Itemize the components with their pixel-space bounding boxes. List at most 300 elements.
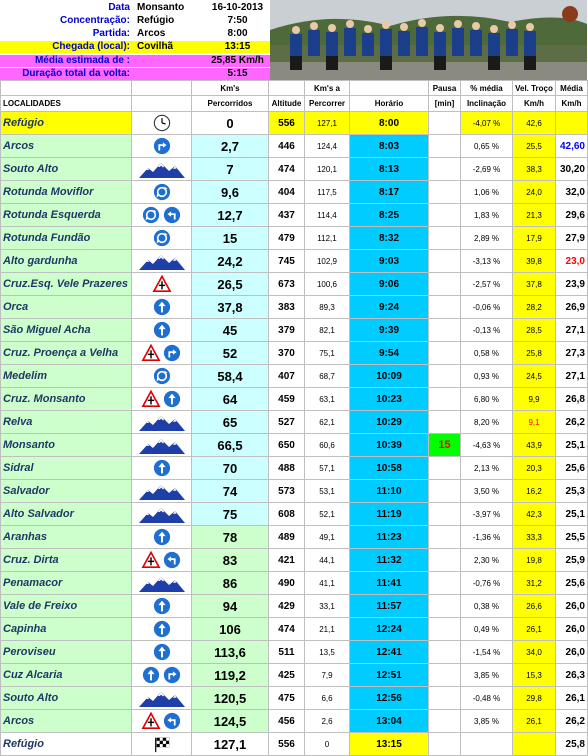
header-value-secondary: 16-10-2013 bbox=[211, 2, 264, 13]
col-horario: Horário bbox=[350, 96, 429, 112]
cell-km-percorrer: 124,4 bbox=[305, 135, 350, 158]
straight-ahead-icon bbox=[153, 597, 171, 615]
cell-media: 26,0 bbox=[556, 595, 588, 618]
cell-km-percorridos: 12,7 bbox=[192, 204, 269, 227]
col-signal bbox=[132, 96, 192, 112]
table-row bbox=[1, 434, 588, 457]
cell-km-percorridos: 64 bbox=[192, 388, 269, 411]
cell-km-percorrer: 7,9 bbox=[305, 664, 350, 687]
cell-altitude: 421 bbox=[269, 549, 305, 572]
cell-media bbox=[556, 112, 588, 135]
col-pausa: [min] bbox=[429, 96, 461, 112]
cell-localidade: Capinha bbox=[1, 618, 132, 641]
col-pausa-top: Pausa bbox=[429, 81, 461, 96]
cell-signal bbox=[132, 687, 192, 710]
cell-signal bbox=[132, 411, 192, 434]
cell-pausa bbox=[429, 227, 461, 250]
cell-media: 25,6 bbox=[556, 457, 588, 480]
cell-inclinacao: 1,06 % bbox=[461, 181, 513, 204]
cell-media: 26,1 bbox=[556, 687, 588, 710]
cell-pausa bbox=[429, 572, 461, 595]
cell-localidade: Salvador bbox=[1, 480, 132, 503]
cell-inclinacao: 0,49 % bbox=[461, 618, 513, 641]
cell-inclinacao: 2,89 % bbox=[461, 227, 513, 250]
cell-vel-troco: 39,8 bbox=[513, 250, 556, 273]
col-media: Km/h bbox=[556, 96, 588, 112]
cell-km-percorridos: 74 bbox=[192, 480, 269, 503]
turn-left-icon bbox=[163, 551, 181, 569]
straight-ahead-icon bbox=[153, 459, 171, 477]
cell-pausa bbox=[429, 664, 461, 687]
cell-km-percorrer: 0 bbox=[305, 733, 350, 756]
cell-altitude: 556 bbox=[269, 733, 305, 756]
cell-pausa bbox=[429, 319, 461, 342]
table-row bbox=[1, 319, 588, 342]
header-row bbox=[0, 55, 270, 67]
cell-altitude: 474 bbox=[269, 158, 305, 181]
table-row bbox=[1, 710, 588, 733]
cell-pausa bbox=[429, 710, 461, 733]
cell-horario: 13:15 bbox=[350, 733, 429, 756]
table-row bbox=[1, 342, 588, 365]
cell-signal bbox=[132, 526, 192, 549]
cell-vel-troco: 15,3 bbox=[513, 664, 556, 687]
cell-pausa: 15 bbox=[429, 434, 461, 457]
cell-altitude: 404 bbox=[269, 181, 305, 204]
table-row bbox=[1, 664, 588, 687]
cell-signal bbox=[132, 112, 192, 135]
cell-localidade: Medelim bbox=[1, 365, 132, 388]
table-row bbox=[1, 250, 588, 273]
cell-inclinacao: 0,65 % bbox=[461, 135, 513, 158]
col-incl-top: % média bbox=[461, 81, 513, 96]
cell-inclinacao: -4,63 % bbox=[461, 434, 513, 457]
cell-altitude: 511 bbox=[269, 641, 305, 664]
cell-vel-troco bbox=[513, 733, 556, 756]
cell-vel-troco: 25,5 bbox=[513, 135, 556, 158]
table-row bbox=[1, 112, 588, 135]
cell-localidade: Orca bbox=[1, 296, 132, 319]
header-value-secondary: 8:00 bbox=[227, 28, 248, 39]
cell-signal bbox=[132, 733, 192, 756]
cell-km-percorridos: 26,5 bbox=[192, 273, 269, 296]
cell-km-percorridos: 7 bbox=[192, 158, 269, 181]
cell-signal bbox=[132, 457, 192, 480]
cell-media: 30,20 bbox=[556, 158, 588, 181]
col-signal-top bbox=[132, 81, 192, 96]
roundabout-icon bbox=[153, 229, 171, 247]
col-kms-falta: Percorrer bbox=[305, 96, 350, 112]
cell-km-percorridos: 78 bbox=[192, 526, 269, 549]
header-value-secondary: 13:15 bbox=[224, 41, 251, 52]
cell-altitude: 437 bbox=[269, 204, 305, 227]
col-media-top: Média bbox=[556, 81, 588, 96]
cell-pausa bbox=[429, 480, 461, 503]
cell-localidade: Refúgio bbox=[1, 733, 132, 756]
cell-pausa bbox=[429, 595, 461, 618]
header-row bbox=[0, 15, 270, 27]
cell-altitude: 556 bbox=[269, 112, 305, 135]
header-label: Partida: bbox=[92, 28, 130, 39]
mountain-icon bbox=[139, 689, 185, 707]
cell-signal bbox=[132, 388, 192, 411]
cell-pausa bbox=[429, 342, 461, 365]
cell-km-percorridos: 106 bbox=[192, 618, 269, 641]
turn-left-icon bbox=[163, 712, 181, 730]
roundabout-icon bbox=[153, 183, 171, 201]
col-altitude: Altitude bbox=[269, 96, 305, 112]
mountain-icon bbox=[139, 413, 185, 431]
cell-horario: 11:23 bbox=[350, 526, 429, 549]
cell-horario: 11:19 bbox=[350, 503, 429, 526]
cell-localidade: Alto Salvador bbox=[1, 503, 132, 526]
cell-horario: 12:56 bbox=[350, 687, 429, 710]
cell-km-percorridos: 70 bbox=[192, 457, 269, 480]
cell-localidade: São Miguel Acha bbox=[1, 319, 132, 342]
cell-media: 26,8 bbox=[556, 388, 588, 411]
cell-horario: 12:41 bbox=[350, 641, 429, 664]
straight-ahead-icon bbox=[153, 528, 171, 546]
cell-km-percorridos: 45 bbox=[192, 319, 269, 342]
cell-horario: 9:06 bbox=[350, 273, 429, 296]
cell-km-percorridos: 83 bbox=[192, 549, 269, 572]
cell-km-percorrer: 53,1 bbox=[305, 480, 350, 503]
header-label: Chegada (local): bbox=[52, 41, 130, 52]
straight-ahead-icon bbox=[153, 620, 171, 638]
cell-km-percorridos: 52 bbox=[192, 342, 269, 365]
table-row bbox=[1, 227, 588, 250]
straight-ahead-icon bbox=[153, 321, 171, 339]
cell-km-percorrer: 89,3 bbox=[305, 296, 350, 319]
cell-inclinacao: -3,13 % bbox=[461, 250, 513, 273]
cell-horario: 13:04 bbox=[350, 710, 429, 733]
cell-km-percorrer: 68,7 bbox=[305, 365, 350, 388]
cell-media: 25,1 bbox=[556, 503, 588, 526]
col-localidades-top bbox=[1, 81, 132, 96]
header-row bbox=[0, 68, 270, 80]
cell-km-percorrer: 102,9 bbox=[305, 250, 350, 273]
cell-km-percorrer: 44,1 bbox=[305, 549, 350, 572]
header-value-secondary: 25,85 Km/h bbox=[211, 55, 264, 66]
header-value-primary: Refúgio bbox=[137, 15, 175, 26]
cell-km-percorridos: 94 bbox=[192, 595, 269, 618]
cell-inclinacao: 0,38 % bbox=[461, 595, 513, 618]
table-row bbox=[1, 549, 588, 572]
mountain-icon bbox=[139, 574, 185, 592]
cell-inclinacao bbox=[461, 733, 513, 756]
cell-vel-troco: 26,6 bbox=[513, 595, 556, 618]
cell-altitude: 650 bbox=[269, 434, 305, 457]
cell-km-percorrer: 2,6 bbox=[305, 710, 350, 733]
table-row bbox=[1, 273, 588, 296]
cell-altitude: 479 bbox=[269, 227, 305, 250]
table-row bbox=[1, 457, 588, 480]
cell-km-percorrer: 60,6 bbox=[305, 434, 350, 457]
crossroad-warning-icon bbox=[142, 390, 160, 408]
table-row bbox=[1, 365, 588, 388]
cell-vel-troco: 20,3 bbox=[513, 457, 556, 480]
cell-signal bbox=[132, 549, 192, 572]
cell-signal bbox=[132, 296, 192, 319]
cell-pausa bbox=[429, 526, 461, 549]
cell-km-percorrer: 127,1 bbox=[305, 112, 350, 135]
cell-horario: 10:39 bbox=[350, 434, 429, 457]
cell-inclinacao: 3,85 % bbox=[461, 664, 513, 687]
cell-vel-troco: 31,2 bbox=[513, 572, 556, 595]
cell-localidade: Arcos bbox=[1, 135, 132, 158]
cell-signal bbox=[132, 710, 192, 733]
cell-altitude: 475 bbox=[269, 687, 305, 710]
cell-altitude: 527 bbox=[269, 411, 305, 434]
col-incl: Inclinação bbox=[461, 96, 513, 112]
cell-localidade: Vale de Freixo bbox=[1, 595, 132, 618]
cell-vel-troco: 19,8 bbox=[513, 549, 556, 572]
roundabout-icon bbox=[153, 367, 171, 385]
cell-km-percorrer: 21,1 bbox=[305, 618, 350, 641]
cell-km-percorridos: 2,7 bbox=[192, 135, 269, 158]
cell-km-percorrer: 114,4 bbox=[305, 204, 350, 227]
cell-media: 27,9 bbox=[556, 227, 588, 250]
straight-ahead-icon bbox=[163, 390, 181, 408]
table-row bbox=[1, 204, 588, 227]
cell-localidade: Rotunda Fundão bbox=[1, 227, 132, 250]
cell-vel-troco: 28,2 bbox=[513, 296, 556, 319]
cell-inclinacao: -1,36 % bbox=[461, 526, 513, 549]
crossroad-warning-icon bbox=[153, 275, 171, 293]
cell-pausa bbox=[429, 273, 461, 296]
cell-vel-troco: 9,1 bbox=[513, 411, 556, 434]
cell-km-percorrer: 112,1 bbox=[305, 227, 350, 250]
cell-km-percorridos: 119,2 bbox=[192, 664, 269, 687]
cell-localidade: Aranhas bbox=[1, 526, 132, 549]
cell-media: 25,3 bbox=[556, 480, 588, 503]
cell-vel-troco: 42,6 bbox=[513, 112, 556, 135]
cell-horario: 9:24 bbox=[350, 296, 429, 319]
cell-pausa bbox=[429, 135, 461, 158]
cell-vel-troco: 26,1 bbox=[513, 710, 556, 733]
cell-pausa bbox=[429, 733, 461, 756]
cell-signal bbox=[132, 503, 192, 526]
cell-km-percorridos: 65 bbox=[192, 411, 269, 434]
cell-vel-troco: 17,9 bbox=[513, 227, 556, 250]
cell-vel-troco: 21,3 bbox=[513, 204, 556, 227]
cell-pausa bbox=[429, 158, 461, 181]
clock-icon bbox=[153, 114, 171, 132]
route-table bbox=[0, 80, 588, 756]
cell-vel-troco: 28,5 bbox=[513, 319, 556, 342]
cell-signal bbox=[132, 204, 192, 227]
cell-inclinacao: 8,20 % bbox=[461, 411, 513, 434]
cell-inclinacao: -0,76 % bbox=[461, 572, 513, 595]
cell-horario: 11:32 bbox=[350, 549, 429, 572]
cell-pausa bbox=[429, 641, 461, 664]
cell-altitude: 608 bbox=[269, 503, 305, 526]
col-altitude-top bbox=[269, 81, 305, 96]
cell-km-percorrer: 41,1 bbox=[305, 572, 350, 595]
straight-ahead-icon bbox=[142, 666, 160, 684]
cell-pausa bbox=[429, 250, 461, 273]
cell-localidade: Monsanto bbox=[1, 434, 132, 457]
cell-altitude: 488 bbox=[269, 457, 305, 480]
cell-media: 26,9 bbox=[556, 296, 588, 319]
header-row bbox=[0, 28, 270, 40]
cell-vel-troco: 24,5 bbox=[513, 365, 556, 388]
cell-vel-troco: 37,8 bbox=[513, 273, 556, 296]
mountain-icon bbox=[139, 160, 185, 178]
cell-media: 26,2 bbox=[556, 710, 588, 733]
cell-inclinacao: 0,93 % bbox=[461, 365, 513, 388]
cell-localidade: Cuz Alcaria bbox=[1, 664, 132, 687]
cell-signal bbox=[132, 273, 192, 296]
cell-inclinacao: 0,58 % bbox=[461, 342, 513, 365]
header-row bbox=[0, 41, 270, 53]
cell-inclinacao: -0,06 % bbox=[461, 296, 513, 319]
cell-km-percorrer: 75,1 bbox=[305, 342, 350, 365]
cell-inclinacao: 2,30 % bbox=[461, 549, 513, 572]
table-row bbox=[1, 733, 588, 756]
cell-localidade: Sidral bbox=[1, 457, 132, 480]
turn-right-icon bbox=[153, 137, 171, 155]
cell-vel-troco: 29,8 bbox=[513, 687, 556, 710]
cell-km-percorridos: 0 bbox=[192, 112, 269, 135]
col-localidades: LOCALIDADES bbox=[1, 96, 132, 112]
cell-media: 26,2 bbox=[556, 411, 588, 434]
cell-altitude: 573 bbox=[269, 480, 305, 503]
cell-pausa bbox=[429, 365, 461, 388]
cell-inclinacao: -2,57 % bbox=[461, 273, 513, 296]
cell-km-percorrer: 6,6 bbox=[305, 687, 350, 710]
col-kms-falta-top: Km's a bbox=[305, 81, 350, 96]
cell-media: 27,3 bbox=[556, 342, 588, 365]
cell-horario: 11:10 bbox=[350, 480, 429, 503]
cell-altitude: 446 bbox=[269, 135, 305, 158]
table-row bbox=[1, 503, 588, 526]
crossroad-warning-icon bbox=[142, 344, 160, 362]
cell-horario: 10:23 bbox=[350, 388, 429, 411]
cell-vel-troco: 26,1 bbox=[513, 618, 556, 641]
header-value-secondary: 7:50 bbox=[227, 15, 248, 26]
cell-signal bbox=[132, 250, 192, 273]
cell-pausa bbox=[429, 388, 461, 411]
mountain-icon bbox=[139, 505, 185, 523]
cell-localidade: Souto Alto bbox=[1, 158, 132, 181]
cell-altitude: 429 bbox=[269, 595, 305, 618]
table-row bbox=[1, 526, 588, 549]
cell-inclinacao: 2,13 % bbox=[461, 457, 513, 480]
cell-vel-troco: 24,0 bbox=[513, 181, 556, 204]
cell-media: 29,6 bbox=[556, 204, 588, 227]
cell-media: 26,3 bbox=[556, 664, 588, 687]
cell-localidade: Peroviseu bbox=[1, 641, 132, 664]
header-value-secondary: 5:15 bbox=[227, 68, 248, 79]
cell-km-percorrer: 57,1 bbox=[305, 457, 350, 480]
cell-horario: 8:32 bbox=[350, 227, 429, 250]
straight-ahead-icon bbox=[153, 298, 171, 316]
cell-signal bbox=[132, 365, 192, 388]
cell-pausa bbox=[429, 457, 461, 480]
cell-km-percorrer: 13,5 bbox=[305, 641, 350, 664]
cell-vel-troco: 43,9 bbox=[513, 434, 556, 457]
cell-vel-troco: 38,3 bbox=[513, 158, 556, 181]
crossroad-warning-icon bbox=[142, 712, 160, 730]
cell-vel-troco: 16,2 bbox=[513, 480, 556, 503]
turn-right-icon bbox=[163, 344, 181, 362]
cell-altitude: 673 bbox=[269, 273, 305, 296]
table-row bbox=[1, 618, 588, 641]
col-horario-top bbox=[350, 81, 429, 96]
cell-media: 42,60 bbox=[556, 135, 588, 158]
cell-media: 25,6 bbox=[556, 572, 588, 595]
cell-km-percorridos: 75 bbox=[192, 503, 269, 526]
cell-pausa bbox=[429, 181, 461, 204]
cell-media: 26,0 bbox=[556, 641, 588, 664]
table-row bbox=[1, 135, 588, 158]
cell-horario: 12:24 bbox=[350, 618, 429, 641]
cell-signal bbox=[132, 342, 192, 365]
col-vel-top: Vel. Troço bbox=[513, 81, 556, 96]
cell-km-percorridos: 113,6 bbox=[192, 641, 269, 664]
cell-localidade: Refúgio bbox=[1, 112, 132, 135]
cell-media: 26,0 bbox=[556, 618, 588, 641]
cell-km-percorrer: 33,1 bbox=[305, 595, 350, 618]
cell-km-percorridos: 15 bbox=[192, 227, 269, 250]
cell-media: 27,1 bbox=[556, 319, 588, 342]
cell-signal bbox=[132, 319, 192, 342]
cell-signal bbox=[132, 181, 192, 204]
cell-vel-troco: 25,8 bbox=[513, 342, 556, 365]
cell-horario: 9:03 bbox=[350, 250, 429, 273]
cell-media: 25,8 bbox=[556, 733, 588, 756]
cell-media: 25,9 bbox=[556, 549, 588, 572]
cell-localidade: Cruz. Proença a Velha bbox=[1, 342, 132, 365]
cell-vel-troco: 42,3 bbox=[513, 503, 556, 526]
cell-signal bbox=[132, 135, 192, 158]
cell-pausa bbox=[429, 296, 461, 319]
cell-altitude: 745 bbox=[269, 250, 305, 273]
table-row bbox=[1, 480, 588, 503]
cell-pausa bbox=[429, 411, 461, 434]
table-row bbox=[1, 296, 588, 319]
cell-inclinacao: 6,80 % bbox=[461, 388, 513, 411]
cell-vel-troco: 9,9 bbox=[513, 388, 556, 411]
cell-signal bbox=[132, 572, 192, 595]
cell-km-percorridos: 66,5 bbox=[192, 434, 269, 457]
cell-km-percorrer: 62,1 bbox=[305, 411, 350, 434]
cell-media: 25,5 bbox=[556, 526, 588, 549]
cell-localidade: Rotunda Moviflor bbox=[1, 181, 132, 204]
cell-altitude: 425 bbox=[269, 664, 305, 687]
cell-horario: 11:57 bbox=[350, 595, 429, 618]
cell-km-percorridos: 120,5 bbox=[192, 687, 269, 710]
cell-altitude: 489 bbox=[269, 526, 305, 549]
cell-media: 32,0 bbox=[556, 181, 588, 204]
cell-signal bbox=[132, 158, 192, 181]
cell-altitude: 379 bbox=[269, 319, 305, 342]
cell-km-percorrer: 82,1 bbox=[305, 319, 350, 342]
group-photo bbox=[270, 0, 587, 80]
mountain-icon bbox=[139, 252, 185, 270]
header-label: Concentração: bbox=[59, 15, 130, 26]
table-row bbox=[1, 687, 588, 710]
route-header bbox=[0, 0, 587, 80]
cell-localidade: Alto gardunha bbox=[1, 250, 132, 273]
cell-km-percorridos: 127,1 bbox=[192, 733, 269, 756]
cell-inclinacao: -0,48 % bbox=[461, 687, 513, 710]
header-label: Data bbox=[108, 2, 130, 13]
cell-inclinacao: -4,07 % bbox=[461, 112, 513, 135]
cell-horario: 8:00 bbox=[350, 112, 429, 135]
turn-right-icon bbox=[163, 666, 181, 684]
